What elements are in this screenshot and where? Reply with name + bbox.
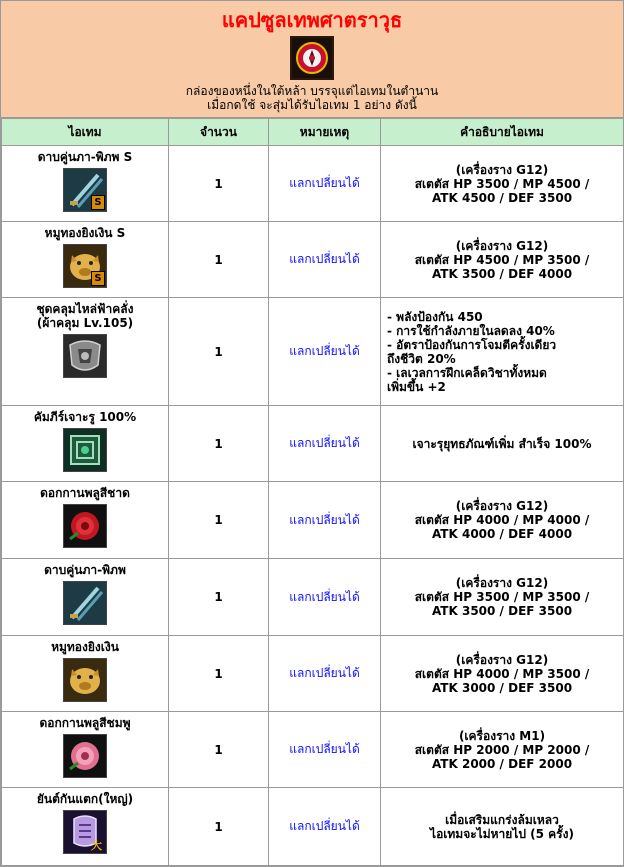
description-line: (เครื่องราง M1) [458,728,546,743]
item-name: ชุดคลุมไหล่ฟ้าคลั่ง [36,302,134,316]
item-quantity: 1 [169,712,269,788]
description-line: เมื่อเสริมแกร่งล้มเหลว [445,812,559,827]
table-row [2,298,624,406]
item-name: ดอกกานพลูสีชมพู [39,716,131,730]
item-note: แลกเปลี่ยนได้ [269,712,381,788]
item-note: แลกเปลี่ยนได้ [269,222,381,298]
item-quantity: 1 [169,406,269,482]
item-name: คัมภีร์เจาะรู 100% [33,410,137,424]
item-description [381,636,624,712]
description-line: (เครื่องราง G12) [455,576,549,590]
item-cell [2,636,169,712]
description-line: ATK 4000 / DEF 4000 [431,527,573,541]
description-line: (เครื่องราง G12) [455,652,549,667]
item-cell [2,712,169,788]
red-flower-icon[interactable] [63,504,107,548]
table-row [2,788,624,866]
description-line: ATK 3500 / DEF 3500 [431,604,573,618]
item-quantity: 1 [169,298,269,406]
table-row [2,146,624,222]
item-name: ดาบคู่นภา-พิภพ S [37,150,133,164]
item-cell [2,559,169,636]
item-quantity: 1 [169,788,269,866]
item-description [381,222,624,298]
item-description [381,482,624,559]
description-line: ATK 3000 / DEF 3500 [431,680,573,695]
item-cell [2,298,169,406]
golden-pig-s-icon[interactable] [63,244,107,288]
capsule-header [1,1,623,118]
item-description [381,406,624,482]
grade-s-badge: S [91,195,105,210]
description-line: สเตตัส HP 2000 / MP 2000 / [414,742,590,757]
item-name: หมูทองยิงเงิน S [44,226,126,240]
page-title: แคปซูลเทพศาตราวุธ [221,8,403,32]
item-cell [2,406,169,482]
item-quantity: 1 [169,222,269,298]
item-description [381,146,624,222]
description-line: - เลเวลการฝึกเคล็ดวิชาทั้งหมด [387,365,547,380]
table-row [2,712,624,788]
description-line: - พลังป้องกัน 450 [387,309,483,324]
item-table [1,118,624,866]
item-note: แลกเปลี่ยนได้ [269,406,381,482]
column-header-qty: จำนวน [169,119,269,146]
description-line: ไอเทมจะไม่หายไป (5 ครั้ง) [430,826,574,841]
column-header-desc: คำอธิบายไอเทม [381,119,624,146]
capsule-icon [290,36,334,80]
item-note: แลกเปลี่ยนได้ [269,146,381,222]
description-line: สเตตัส HP 4000 / MP 3500 / [414,666,590,681]
description-line: สเตตัส HP 4000 / MP 4000 / [414,513,590,527]
item-quantity: 1 [169,482,269,559]
capsule-description [1,84,623,112]
item-quantity: 1 [169,146,269,222]
item-name: หมูทองยิงเงิน [51,640,119,654]
table-header-row [2,119,624,146]
table-row [2,636,624,712]
golden-pig-icon[interactable] [63,658,107,702]
item-name: ยันต์กันแตก(ใหญ่) [36,792,134,806]
description-line: สเตตัส HP 3500 / MP 3500 / [414,590,590,604]
item-description [381,298,624,406]
description-line: ถึงชีวิต 20% [387,351,456,366]
description-line: (เครื่องราง G12) [455,499,549,513]
description-line: เพิ่มขึ้น +2 [387,379,446,394]
item-note: แลกเปลี่ยนได้ [269,636,381,712]
item-cell [2,146,169,222]
table-row [2,559,624,636]
item-cell [2,482,169,559]
description-line: สเตตัส HP 4500 / MP 3500 / [414,252,590,267]
item-note: แลกเปลี่ยนได้ [269,298,381,406]
table-row [2,482,624,559]
description-line: (เครื่องราง G12) [455,238,549,253]
column-header-note: หมายเหตุ [269,119,381,146]
description-line: - การใช้กำลังภายในลดลง 40% [387,323,555,338]
description-line: กล่องของหนึ่งในใต้หล้า บรรจุแต่ไอเทมในตำนาน [185,84,439,98]
description-line: ATK 4500 / DEF 3500 [431,190,573,205]
item-name: ดาบคู่นภา-พิภพ [44,563,126,577]
scroll-icon[interactable] [63,428,107,472]
pink-flower-icon[interactable] [63,734,107,778]
table-row [2,222,624,298]
item-note: แลกเปลี่ยนได้ [269,482,381,559]
item-name: ดอกกานพลูสีชาด [40,486,130,500]
item-description [381,712,624,788]
twin-sword-icon[interactable] [63,581,107,625]
description-line: (เครื่องราง G12) [455,162,549,177]
svg-text:大: 大 [91,839,102,852]
item-description [381,788,624,866]
item-name: (ผ้าคลุม Lv.105) [36,316,134,330]
item-cell [2,788,169,866]
description-line: ATK 2000 / DEF 2000 [431,756,573,771]
column-header-item: ไอเทม [2,119,169,146]
item-quantity: 1 [169,636,269,712]
grade-s-badge: S [91,271,105,286]
item-note: แลกเปลี่ยนได้ [269,788,381,866]
cloak-icon[interactable] [63,334,107,378]
twin-sword-s-icon[interactable] [63,168,107,212]
item-cell [2,222,169,298]
description-line: - อัตราป้องกันการโจมตีครั้งเดียว [387,337,557,352]
description-line: เจาะรุยุทธภัณฑ์เพิ่ม สำเร็จ 100% [412,436,592,451]
item-quantity: 1 [169,559,269,636]
table-row [2,406,624,482]
item-note: แลกเปลี่ยนได้ [269,559,381,636]
talisman-icon[interactable] [63,810,107,854]
item-description [381,559,624,636]
description-line: ATK 3500 / DEF 4000 [431,266,573,281]
description-line: สเตตัส HP 3500 / MP 4500 / [414,176,590,191]
description-line: เมื่อกดใช้ จะสุ่มได้รับไอเทม 1 อย่าง ดังนี้ [207,98,417,112]
